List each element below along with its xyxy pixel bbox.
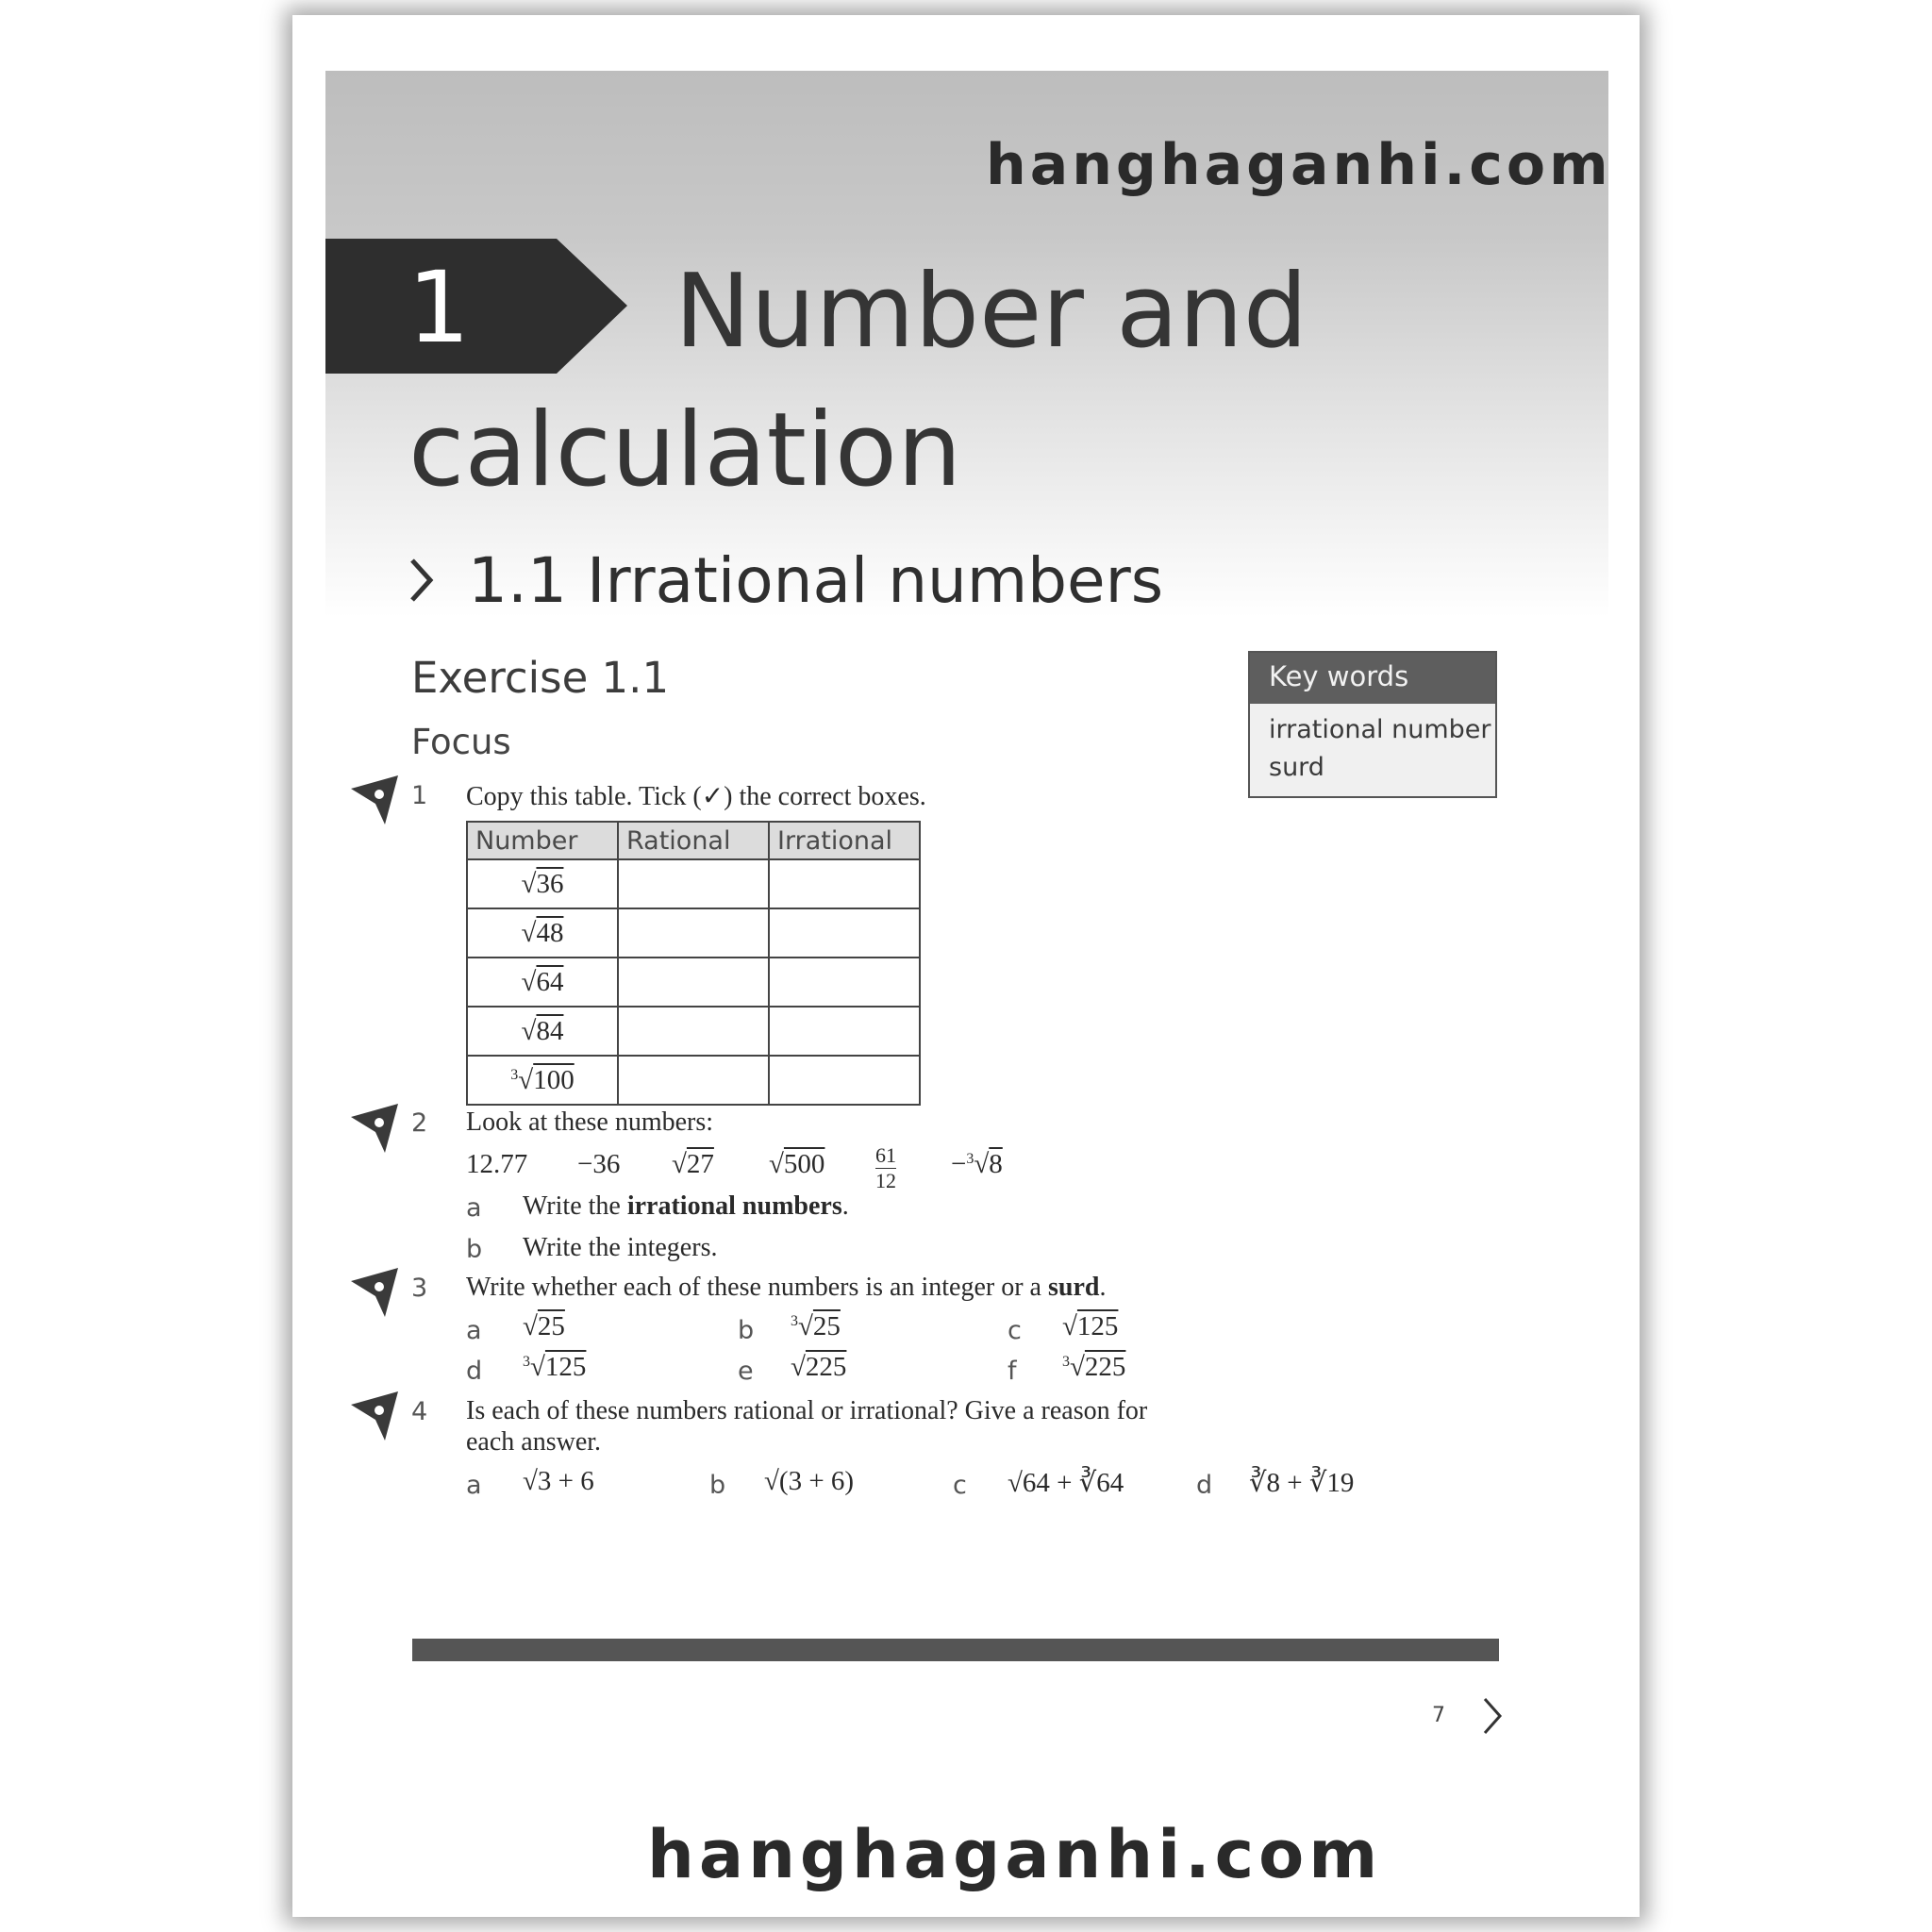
part-text: Write the integers.: [523, 1233, 718, 1262]
tick-table: [466, 821, 921, 1106]
number-cell: √84: [467, 1007, 618, 1056]
chapter-number: 1: [408, 250, 471, 365]
chevron-right-icon: [408, 557, 436, 604]
section-number: 1.1: [468, 544, 567, 617]
table-row: [467, 1056, 920, 1105]
part-value: ∛8 + ∛19: [1249, 1468, 1355, 1498]
tick-box-irrational[interactable]: [769, 1056, 920, 1105]
part-letter: b: [709, 1471, 726, 1500]
part-letter: f: [1008, 1357, 1017, 1386]
part-value: √25: [523, 1311, 565, 1341]
focus-arrow-icon: [351, 1104, 400, 1153]
table-header: Rational: [618, 822, 769, 859]
tick-box-irrational[interactable]: [769, 1007, 920, 1056]
question-number: 2: [411, 1108, 428, 1138]
part-text: Write the irrational numbers.: [523, 1191, 849, 1221]
chapter-title-line1: Number and: [675, 253, 1308, 371]
part-value: $^3$√25: [791, 1311, 841, 1341]
footer-bar: [412, 1639, 1499, 1661]
key-words-heading: Key words: [1250, 653, 1495, 704]
question-number: 1: [411, 781, 428, 810]
tick-box-irrational[interactable]: [769, 958, 920, 1007]
exercise-title: Exercise 1.1: [411, 653, 670, 703]
page-number: 7: [1432, 1704, 1445, 1727]
question-text-line2: each answer.: [466, 1427, 602, 1457]
number-value: −$^3$√8: [951, 1149, 1003, 1179]
part-value: √64 + ∛64: [1008, 1468, 1124, 1498]
part-value: $^3$√225: [1062, 1352, 1126, 1382]
number-value: −36: [577, 1149, 621, 1179]
table-header: Irrational: [769, 822, 920, 859]
part-value: √3 + 6: [523, 1466, 594, 1496]
tick-box-rational[interactable]: [618, 1007, 769, 1056]
part-letter: a: [466, 1471, 482, 1500]
tick-box-irrational[interactable]: [769, 908, 920, 958]
part-letter: a: [466, 1193, 482, 1223]
question-text-line1: Is each of these numbers rational or irrational? Give a reason for: [466, 1396, 1148, 1425]
exercise-level: Focus: [411, 722, 511, 762]
part-letter: a: [466, 1316, 482, 1345]
part-letter: e: [738, 1357, 754, 1386]
part-letter: b: [466, 1235, 483, 1264]
key-word-item: irrational number: [1269, 715, 1491, 744]
number-cell: $^3$√100: [467, 1056, 618, 1105]
focus-arrow-icon: [351, 775, 400, 824]
tick-box-irrational[interactable]: [769, 859, 920, 908]
focus-arrow-icon: [351, 1268, 400, 1317]
question-text: Look at these numbers:: [466, 1108, 714, 1137]
next-page-chevron-icon[interactable]: [1481, 1696, 1504, 1736]
part-letter: c: [953, 1471, 967, 1500]
number-value: 12.77: [466, 1149, 528, 1179]
part-value: √225: [791, 1352, 847, 1382]
tick-box-rational[interactable]: [618, 908, 769, 958]
table-row: [467, 1007, 920, 1056]
tick-box-rational[interactable]: [618, 958, 769, 1007]
part-value: $^3$√125: [523, 1352, 587, 1382]
part-letter: d: [1196, 1471, 1213, 1500]
section-title: Irrational numbers: [587, 544, 1164, 617]
number-cell: √36: [467, 859, 618, 908]
number-value: √27: [672, 1149, 714, 1179]
tick-box-rational[interactable]: [618, 859, 769, 908]
tick-box-rational[interactable]: [618, 1056, 769, 1105]
number-value: √500: [769, 1149, 825, 1179]
question-number: 4: [411, 1397, 428, 1426]
number-cell: √64: [467, 958, 618, 1007]
question-text: Write whether each of these numbers is an integer or a surd.: [466, 1273, 1107, 1302]
focus-arrow-icon: [351, 1391, 400, 1441]
part-letter: b: [738, 1316, 755, 1345]
chapter-title-line2: calculation: [408, 391, 962, 509]
key-word-item: surd: [1269, 753, 1324, 782]
part-value: √125: [1062, 1311, 1119, 1341]
part-letter: c: [1008, 1316, 1022, 1345]
table-row: [467, 859, 920, 908]
watermark-bottom: hanghaganhi.com: [647, 1816, 1383, 1893]
part-value: √(3 + 6): [764, 1466, 855, 1496]
table-row: [467, 958, 920, 1007]
part-letter: d: [466, 1357, 483, 1386]
watermark-top: hanghaganhi.com: [986, 132, 1612, 198]
question-number: 3: [411, 1274, 428, 1303]
key-words-box: [1248, 651, 1497, 798]
table-header: Number: [467, 822, 618, 859]
table-row: [467, 908, 920, 958]
question-text: Copy this table. Tick (✓) the correct boxes.: [466, 782, 926, 811]
fraction: $\frac{61}{12}$: [875, 1143, 896, 1192]
number-cell: √48: [467, 908, 618, 958]
chapter-arrow-tab: [325, 239, 627, 374]
